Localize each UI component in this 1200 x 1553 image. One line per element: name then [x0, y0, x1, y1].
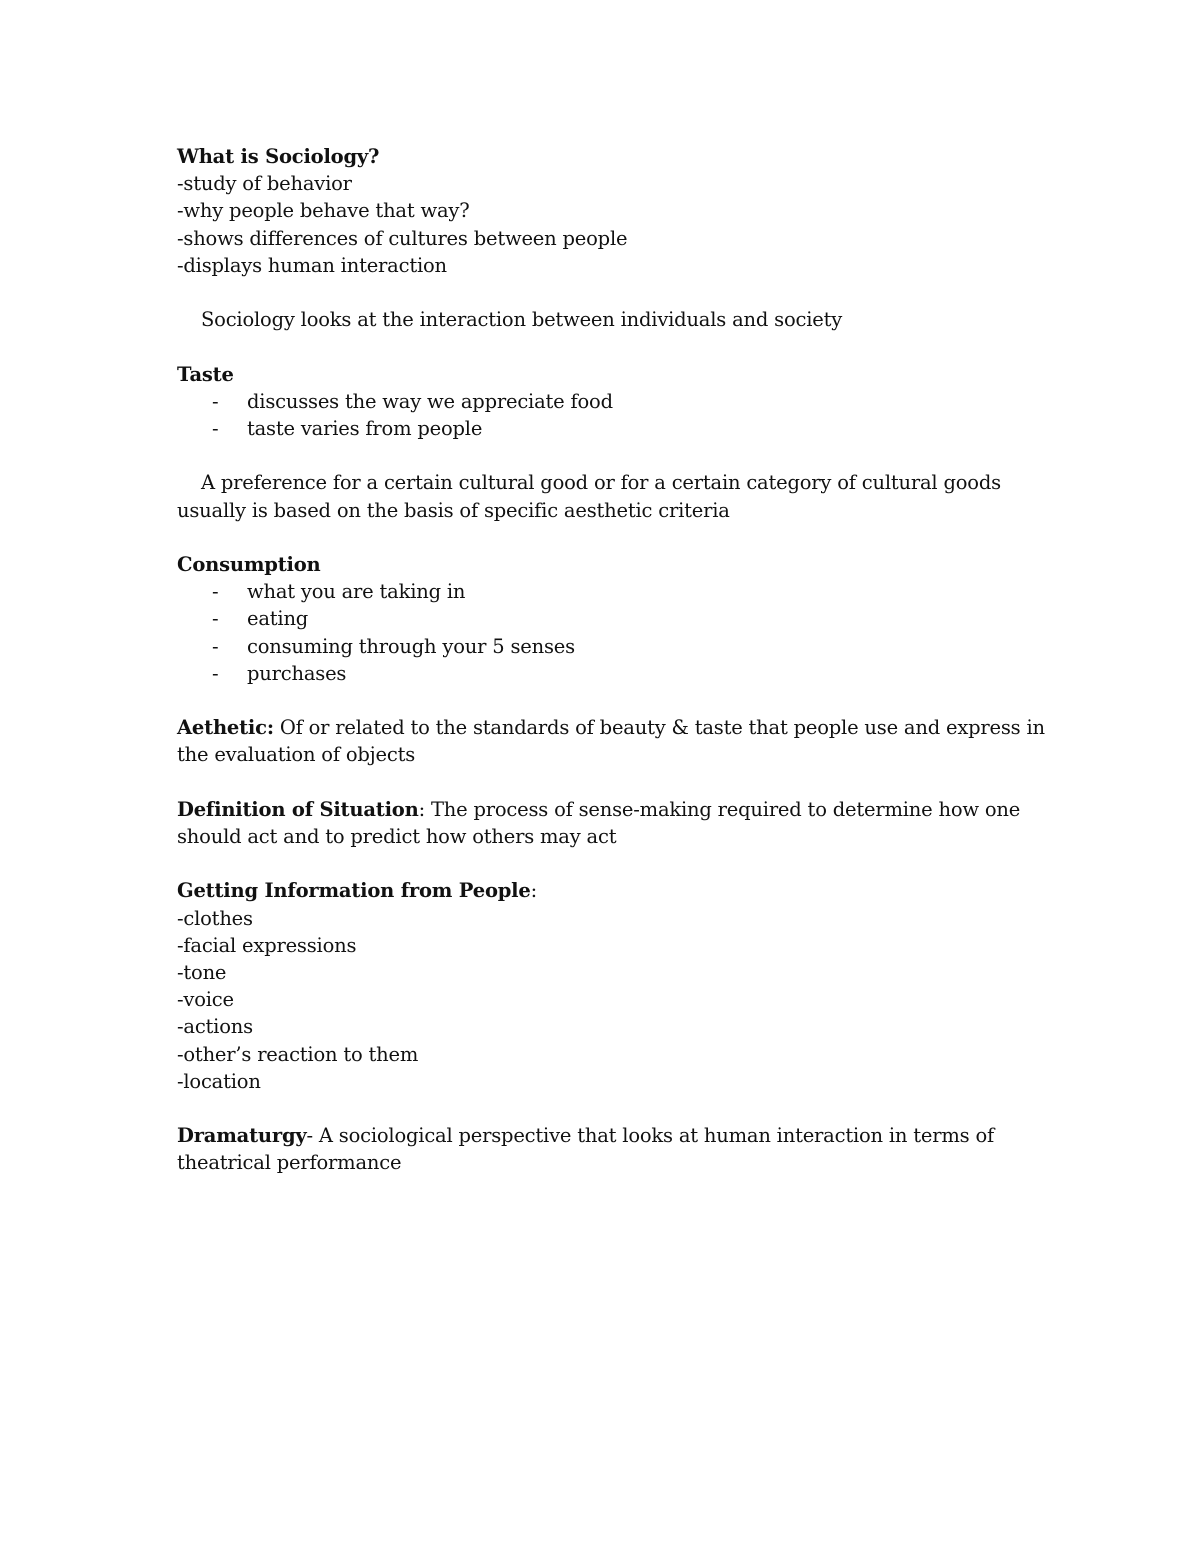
spacer	[177, 1095, 1027, 1122]
sociology-item: -displays human interaction	[177, 253, 447, 277]
list-item	[177, 660, 1027, 687]
consumption-item-text: what you are taking in	[247, 580, 466, 604]
situation-definition	[177, 796, 1027, 850]
getting-info-item: -location	[177, 1069, 261, 1093]
getting-info-heading	[177, 877, 1027, 904]
situation-line: should act and to predict how others may act	[177, 824, 617, 848]
list-item	[177, 388, 1027, 415]
getting-info-item: -voice	[177, 988, 234, 1012]
spacer	[177, 687, 1027, 714]
taste-item-text: taste varies from people	[247, 417, 483, 440]
consumption-item-text: purchases	[247, 661, 347, 685]
sociology-item: -study of behavior	[177, 172, 352, 196]
getting-info-term: Getting Information from People	[177, 879, 531, 903]
situation-text: : The process of sense-making required to determine how one	[418, 797, 1021, 821]
getting-info-item: -actions	[177, 1015, 253, 1039]
spacer	[177, 850, 1027, 877]
bullet-dash: -	[212, 607, 219, 631]
sociology-item: -shows differences of cultures between people	[177, 226, 628, 250]
spacer	[177, 442, 1027, 469]
getting-info-suffix: :	[530, 879, 537, 903]
consumption-list	[177, 578, 1027, 687]
dramaturgy-line	[177, 1122, 1027, 1149]
aesthetic-line	[177, 714, 1045, 741]
bullet-dash: -	[212, 580, 219, 604]
spacer	[177, 524, 1027, 551]
dramaturgy-line: theatrical performance	[177, 1151, 402, 1175]
taste-summary-line: A preference for a certain cultural good or for a certain category of cultural goods	[201, 471, 1001, 495]
taste-list	[177, 388, 1027, 442]
list-item	[177, 633, 1027, 660]
consumption-item-text: eating	[247, 607, 309, 631]
getting-info-item: -clothes	[177, 906, 253, 930]
consumption-heading: Consumption	[177, 552, 321, 576]
getting-info-item: -tone	[177, 960, 227, 984]
taste-summary-line: usually is based on the basis of specific aesthetic criteria	[177, 498, 730, 522]
spacer	[177, 333, 1027, 360]
aesthetic-definition	[177, 714, 1045, 768]
situation-term: Definition of Situation	[177, 797, 419, 821]
bullet-dash: -	[212, 634, 219, 658]
dramaturgy-text: - A sociological perspective that looks at human interaction in terms of	[306, 1124, 995, 1148]
taste-item-text: discusses the way we appreciate food	[247, 389, 613, 413]
document-body	[177, 143, 1045, 1177]
list-item	[177, 605, 1027, 632]
spacer	[177, 279, 1027, 306]
bullet-dash: -	[212, 661, 219, 685]
sociology-heading: What is Sociology?	[177, 145, 380, 168]
aesthetic-text: Of or related to the standards of beauty & taste that people use and express in	[273, 716, 1045, 740]
taste-heading: Taste	[177, 362, 234, 386]
spacer	[177, 769, 1027, 796]
bullet-dash: -	[212, 417, 219, 440]
dramaturgy-definition	[177, 1122, 1027, 1176]
taste-summary	[177, 469, 1027, 523]
getting-info-item: -other’s reaction to them	[177, 1042, 419, 1066]
dramaturgy-term: Dramaturgy	[177, 1124, 307, 1148]
sociology-summary: Sociology looks at the interaction between individuals and society	[201, 308, 843, 332]
situation-line	[177, 796, 1027, 823]
getting-info-item: -facial expressions	[177, 933, 357, 957]
list-item	[177, 578, 1027, 605]
list-item	[177, 415, 1027, 442]
sociology-item: -why people behave that way?	[177, 199, 470, 223]
aesthetic-line: the evaluation of objects	[177, 743, 416, 767]
bullet-dash: -	[212, 389, 219, 413]
aesthetic-term: Aethetic:	[177, 716, 274, 740]
consumption-item-text: consuming through your 5 senses	[247, 634, 575, 658]
